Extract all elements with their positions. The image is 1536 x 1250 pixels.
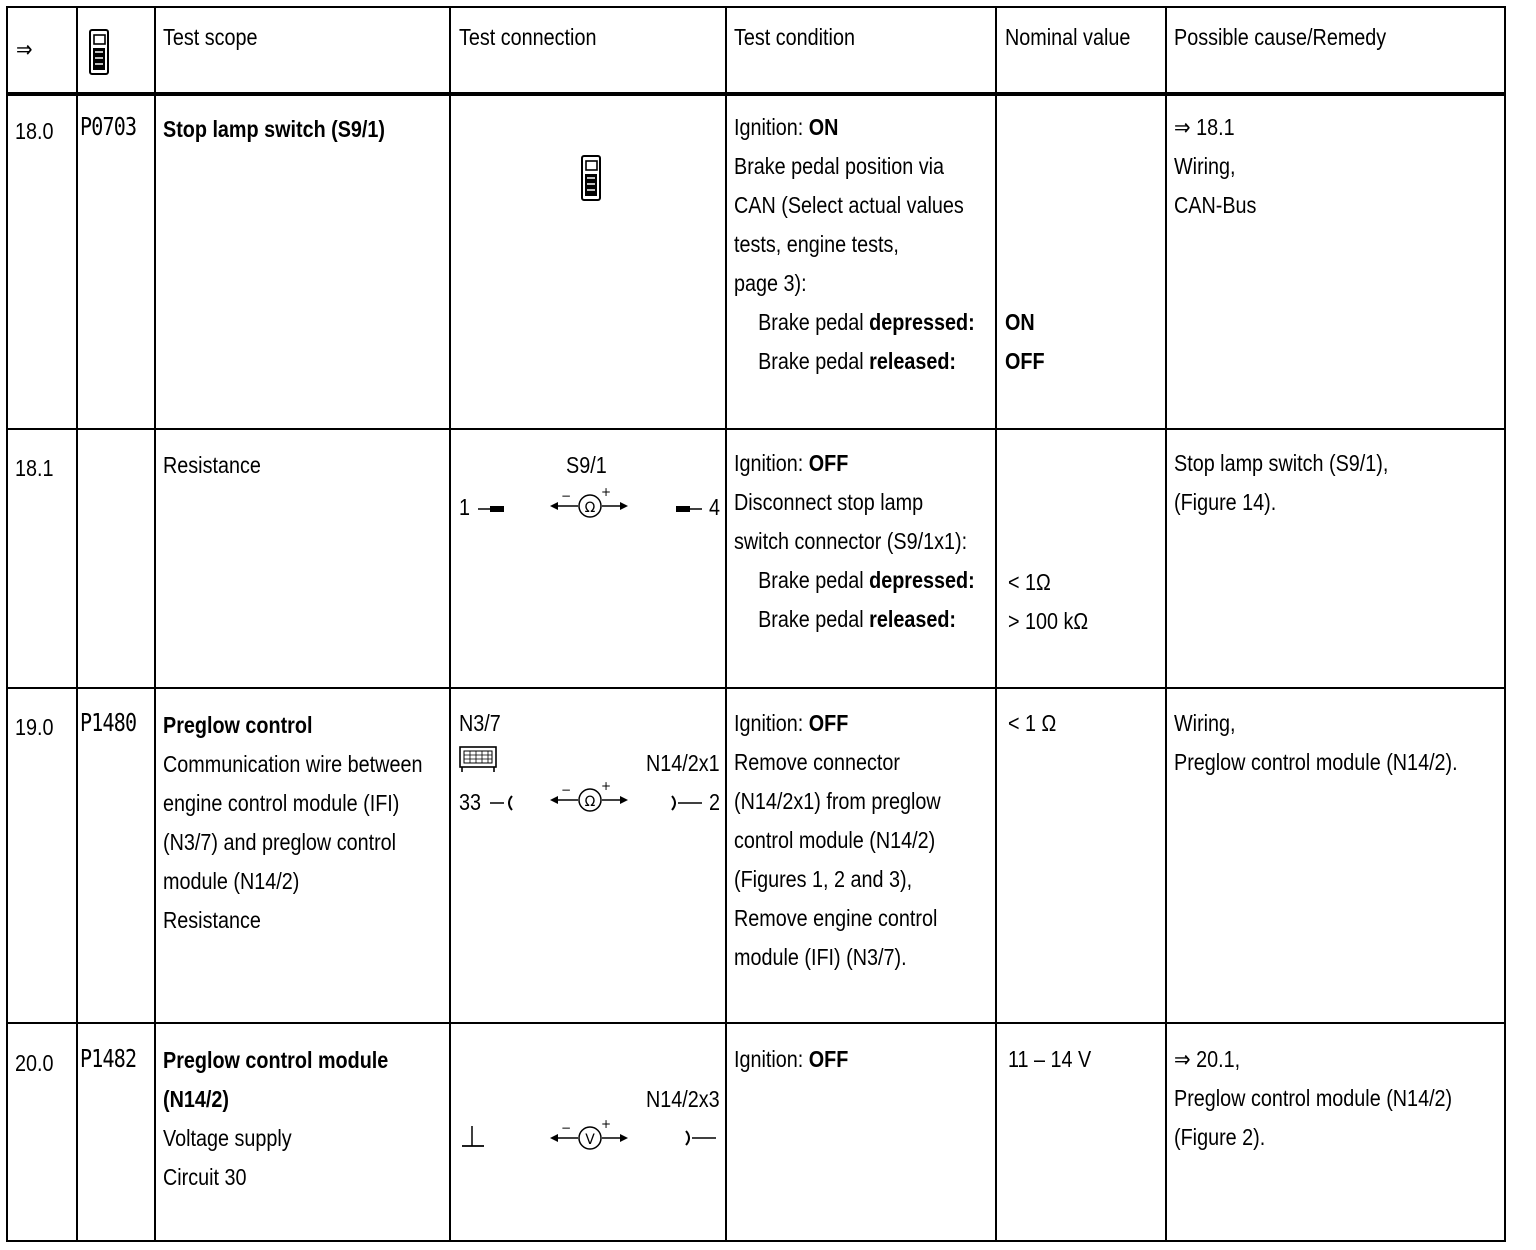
ohmmeter-connection-diagram — [472, 486, 712, 526]
voltmeter-connection-diagram — [460, 1118, 724, 1158]
test-condition: Ignition: OFF — [734, 1046, 849, 1072]
hand-tester-icon — [578, 154, 604, 202]
component-label: N14/2x1 — [646, 750, 720, 776]
row-divider — [6, 687, 1506, 689]
svg-text:−: − — [561, 1121, 572, 1135]
ohmmeter-connection-diagram — [488, 779, 710, 822]
svg-text:−: − — [561, 783, 572, 797]
col-divider — [449, 6, 451, 1242]
remedy: ⇒ 18.1 Wiring, CAN-Bus — [1174, 114, 1257, 218]
meter-symbol: Ω — [584, 500, 596, 516]
meter-symbol: V — [585, 1132, 595, 1148]
test-scope: Preglow control module (N14/2) Voltage supply Circuit 30 — [163, 1047, 389, 1190]
header-test-condition: Test condition — [734, 24, 855, 50]
test-condition: Ignition: ON Brake pedal position via CAN (Select actual values tests, engine tests, page 3): Brake pedal depressed: Brake pedal released: — [734, 114, 975, 374]
col-divider — [725, 6, 727, 1242]
step-number: 19.0 — [15, 714, 54, 740]
pin-right: 4 — [709, 494, 721, 520]
row-divider — [6, 428, 1506, 430]
col-divider — [1165, 6, 1167, 1242]
fault-code: P1480 — [80, 708, 137, 737]
svg-text:+: + — [601, 1117, 612, 1131]
header-nominal-value: Nominal value — [1005, 24, 1131, 50]
header-test-scope: Test scope — [163, 24, 258, 50]
header-cause-remedy: Possible cause/Remedy — [1174, 24, 1387, 50]
hand-tester-icon — [86, 28, 112, 76]
test-scope-title: Resistance — [163, 452, 261, 478]
col-divider — [995, 6, 997, 1242]
test-condition: Ignition: OFF Remove connector (N14/2x1) from preglow control module (N14/2) (Figures 1, 2 and 3), Remove engine control module (IFI) (N3/7). — [734, 710, 941, 970]
test-scope: Preglow control Communication wire between engine control module (IFI) (N3/7) and preglow control module (N14/2) Resistance — [163, 712, 423, 933]
pin-left: 1 — [459, 494, 471, 520]
step-number: 18.0 — [15, 118, 54, 144]
header-arrow: ⇒ — [16, 36, 33, 62]
nominal-value: < 1Ω > 100 kΩ — [1008, 569, 1089, 634]
component-label: S9/1 — [566, 452, 607, 478]
meter-symbol: Ω — [584, 794, 596, 810]
header-divider — [6, 92, 1506, 96]
step-number: 18.1 — [15, 455, 54, 481]
fault-code: P1482 — [80, 1044, 137, 1073]
test-condition: Ignition: OFF Disconnect stop lamp switch connector (S9/1x1): Brake pedal depressed: Brake pedal released: — [734, 450, 975, 632]
svg-text:+: + — [601, 485, 612, 499]
remedy: Stop lamp switch (S9/1), (Figure 14). — [1174, 450, 1389, 515]
test-scope-title: Stop lamp switch (S9/1) — [163, 116, 386, 142]
component-label: N14/2x3 — [646, 1086, 720, 1112]
fault-code: P0703 — [80, 112, 137, 141]
header-test-connection: Test connection — [459, 24, 597, 50]
control-module-icon — [458, 745, 500, 775]
row-divider — [6, 1022, 1506, 1024]
col-divider — [154, 6, 156, 1242]
nominal-value: 11 – 14 V — [1008, 1046, 1092, 1072]
svg-text:−: − — [561, 489, 572, 503]
svg-text:+: + — [601, 779, 612, 793]
step-number: 20.0 — [15, 1050, 54, 1076]
nominal-value: < 1 Ω — [1008, 710, 1057, 736]
remedy: ⇒ 20.1, Preglow control module (N14/2) (Figure 2). — [1174, 1046, 1453, 1150]
col-divider — [76, 6, 78, 1242]
remedy: Wiring, Preglow control module (N14/2). — [1174, 710, 1458, 775]
component-label: N3/7 — [459, 710, 501, 736]
pin-right: 2 — [709, 789, 721, 815]
nominal-value: ON OFF — [1005, 309, 1045, 374]
pin-left: 33 — [459, 789, 482, 815]
